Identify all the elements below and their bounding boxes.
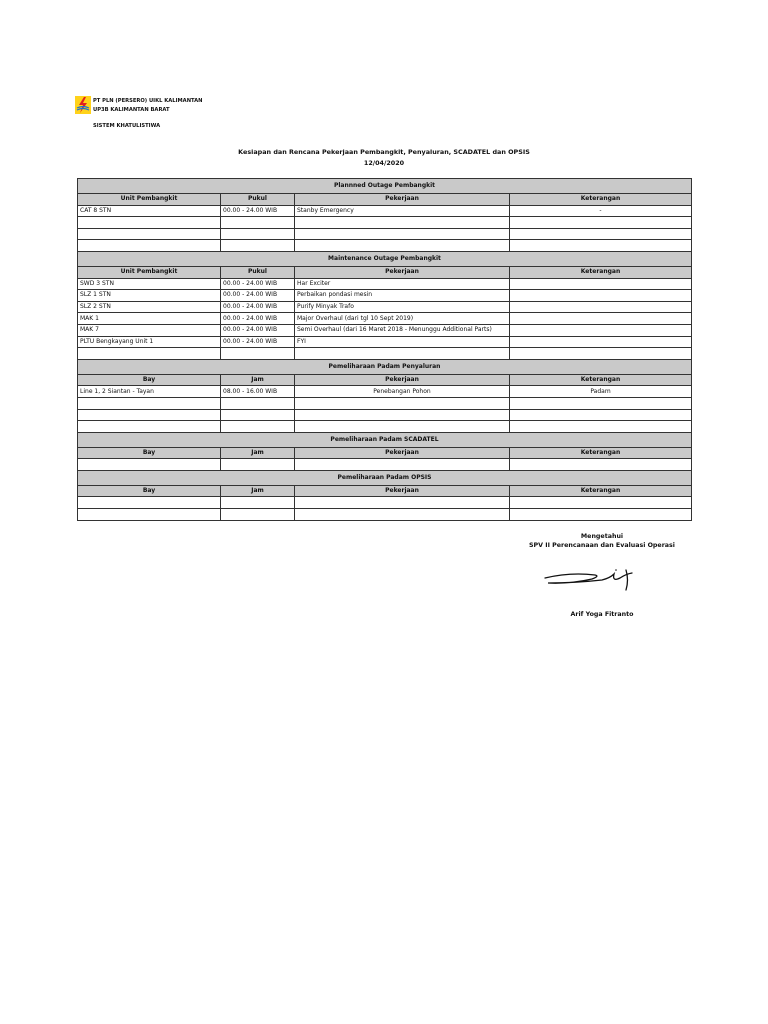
- table-cell: [295, 397, 510, 409]
- table-cell: -: [510, 205, 692, 217]
- table-cell: Perbaikan pondasi mesin: [295, 290, 510, 302]
- section-header: [78, 179, 692, 194]
- table-cell: [221, 459, 295, 471]
- table-row: [78, 509, 692, 521]
- column-header-row: [78, 485, 692, 497]
- table-cell: [510, 217, 692, 229]
- column-header-row: [78, 194, 692, 206]
- table-cell: [221, 497, 295, 509]
- table-cell: 00.00 - 24.00 WIB: [221, 301, 295, 313]
- column-header: Jam: [221, 374, 295, 386]
- column-header: Keterangan: [510, 194, 692, 206]
- table-cell: [510, 397, 692, 409]
- column-header: Pekerjaan: [295, 447, 510, 459]
- column-header: Keterangan: [510, 447, 692, 459]
- table-cell: Padam: [510, 386, 692, 398]
- table-cell: Semi Overhaul (dari 16 Maret 2018 - Menunggu Additional Parts): [295, 324, 510, 336]
- table-cell: [295, 459, 510, 471]
- table-cell: SWD 3 STN: [78, 278, 221, 290]
- table-row: [78, 397, 692, 409]
- table-row: [78, 336, 692, 348]
- table-row: [78, 386, 692, 398]
- pln-logo-icon: [75, 96, 91, 114]
- table-cell: [78, 421, 221, 433]
- table-row: [78, 497, 692, 509]
- table-cell: Purify Minyak Trafo: [295, 301, 510, 313]
- table-cell: [78, 497, 221, 509]
- title-line: Kesiapan dan Rencana Pekerjaan Pembangkit, Penyaluran, SCADATEL dan OPSIS: [238, 148, 530, 156]
- column-header-row: [78, 447, 692, 459]
- section-header: [78, 359, 692, 374]
- org-line2: UP3B KALIMANTAN BARAT: [93, 107, 170, 113]
- table-row: [78, 421, 692, 433]
- column-header: Pekerjaan: [295, 374, 510, 386]
- column-header: Keterangan: [510, 266, 692, 278]
- section-header: [78, 470, 692, 485]
- column-header: Keterangan: [510, 374, 692, 386]
- table-cell: [295, 240, 510, 252]
- table-cell: [295, 509, 510, 521]
- table-cell: [510, 290, 692, 302]
- table-cell: [510, 278, 692, 290]
- table-cell: [221, 240, 295, 252]
- table-cell: [510, 324, 692, 336]
- table-cell: PLTU Bengkayang Unit 1: [78, 336, 221, 348]
- table-cell: [510, 301, 692, 313]
- approver-position: SPV II Perencanaan dan Evaluasi Operasi: [529, 542, 675, 549]
- table-cell: 00.00 - 24.00 WIB: [221, 278, 295, 290]
- table-cell: FYI: [295, 336, 510, 348]
- table-cell: [78, 509, 221, 521]
- table-row: [78, 290, 692, 302]
- table-cell: Penebangan Pohon: [295, 386, 510, 398]
- table-cell: MAK 1: [78, 313, 221, 325]
- column-header-row: [78, 266, 692, 278]
- section-title: Pemeliharaan Padam SCADATEL: [78, 432, 692, 447]
- table-cell: [78, 228, 221, 240]
- table-cell: [78, 348, 221, 360]
- table-cell: 00.00 - 24.00 WIB: [221, 324, 295, 336]
- column-header: Pekerjaan: [295, 485, 510, 497]
- table-cell: Line 1, 2 Siantan - Tayan: [78, 386, 221, 398]
- column-header: Bay: [78, 447, 221, 459]
- column-header-row: [78, 374, 692, 386]
- table-cell: [221, 409, 295, 421]
- column-header: Pekerjaan: [295, 266, 510, 278]
- table-cell: MAK 7: [78, 324, 221, 336]
- column-header: Jam: [221, 485, 295, 497]
- approval-block: [520, 532, 684, 550]
- table-cell: [78, 459, 221, 471]
- table-cell: 00.00 - 24.00 WIB: [221, 290, 295, 302]
- column-header: Unit Pembangkit: [78, 194, 221, 206]
- section-title: Pemeliharaan Padam OPSIS: [78, 470, 692, 485]
- section-title: Pemeliharaan Padam Penyaluran: [78, 359, 692, 374]
- column-header: Pukul: [221, 266, 295, 278]
- table-cell: [295, 409, 510, 421]
- column-header: Bay: [78, 485, 221, 497]
- table-cell: SLZ 1 STN: [78, 290, 221, 302]
- table-cell: [221, 228, 295, 240]
- column-header: Bay: [78, 374, 221, 386]
- table-cell: [510, 509, 692, 521]
- table-row: [78, 348, 692, 360]
- approval-label: Mengetahui: [580, 533, 624, 540]
- table-cell: [78, 240, 221, 252]
- section-title: Plannned Outage Pembangkit: [78, 179, 692, 194]
- table-cell: [510, 421, 692, 433]
- section-title: Maintenance Outage Pembangkit: [78, 251, 692, 266]
- table-cell: Major Overhaul (dari tgl 10 Sept 2019): [295, 313, 510, 325]
- table-row: [78, 409, 692, 421]
- table-row: [78, 205, 692, 217]
- table-cell: [510, 240, 692, 252]
- table-cell: [221, 217, 295, 229]
- table-row: [78, 228, 692, 240]
- table-cell: Stanby Emergency: [295, 205, 510, 217]
- table-cell: [295, 228, 510, 240]
- table-cell: [221, 421, 295, 433]
- table-cell: [78, 397, 221, 409]
- table-cell: [510, 348, 692, 360]
- approver-name: Arif Yoga Fitranto: [570, 611, 634, 618]
- table-cell: 08.00 - 16.00 WIB: [221, 386, 295, 398]
- table-cell: 00.00 - 24.00 WIB: [221, 313, 295, 325]
- title-date: 12/04/2020: [363, 159, 405, 167]
- table-cell: [295, 217, 510, 229]
- table-cell: [78, 217, 221, 229]
- table-row: [78, 240, 692, 252]
- table-row: [78, 217, 692, 229]
- column-header: Jam: [221, 447, 295, 459]
- table-cell: Har Exciter: [295, 278, 510, 290]
- table-cell: [510, 497, 692, 509]
- work-plan-table: [77, 178, 692, 521]
- table-row: [78, 278, 692, 290]
- column-header: Pekerjaan: [295, 194, 510, 206]
- system-name: SISTEM KHATULISTIWA: [93, 123, 161, 129]
- organization-name: [93, 97, 203, 115]
- table-cell: [221, 397, 295, 409]
- org-line1: PT PLN (PERSERO) UIKL KALIMANTAN: [93, 98, 203, 104]
- table-cell: [510, 336, 692, 348]
- table-cell: SLZ 2 STN: [78, 301, 221, 313]
- table-row: [78, 459, 692, 471]
- handwritten-signature: [540, 566, 640, 596]
- table-cell: [295, 421, 510, 433]
- table-cell: [510, 313, 692, 325]
- table-cell: [295, 348, 510, 360]
- table-cell: [510, 228, 692, 240]
- document-title: [0, 147, 768, 169]
- table-cell: 00.00 - 24.00 WIB: [221, 336, 295, 348]
- table-row: [78, 301, 692, 313]
- section-header: [78, 251, 692, 266]
- table-cell: 00.00 - 24.00 WIB: [221, 205, 295, 217]
- column-header: Keterangan: [510, 485, 692, 497]
- column-header: Unit Pembangkit: [78, 266, 221, 278]
- table-cell: [510, 459, 692, 471]
- table-cell: CAT 8 STN: [78, 205, 221, 217]
- table-cell: [510, 409, 692, 421]
- column-header: Pukul: [221, 194, 295, 206]
- table-cell: [78, 409, 221, 421]
- table-cell: [295, 497, 510, 509]
- table-cell: [221, 509, 295, 521]
- section-header: [78, 432, 692, 447]
- table-cell: [221, 348, 295, 360]
- table-row: [78, 313, 692, 325]
- table-row: [78, 324, 692, 336]
